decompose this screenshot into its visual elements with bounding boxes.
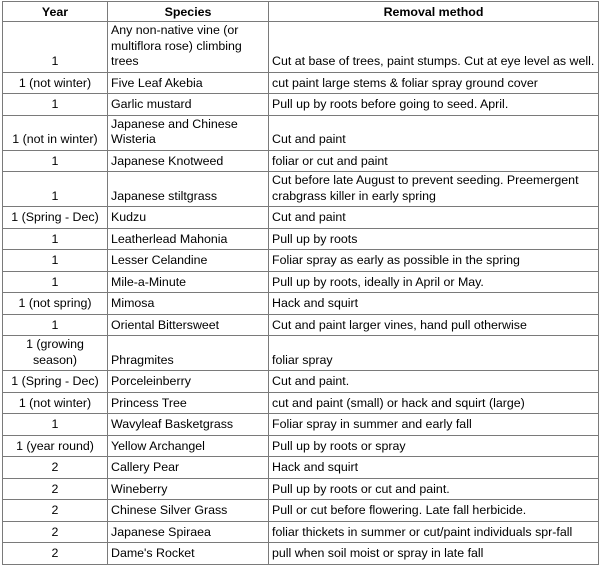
species-cell: Leatherlead Mahonia (108, 228, 269, 250)
year-cell: 2 (3, 457, 108, 479)
removal-method-cell: foliar thickets in summer or cut/paint individuals spr-fall (269, 521, 599, 543)
species-cell: Wineberry (108, 478, 269, 500)
species-cell: Any non-native vine (or multiflora rose) climbing trees (108, 22, 269, 73)
table-row (3, 94, 599, 116)
removal-method-cell: Cut and paint (269, 207, 599, 229)
year-cell: 1 (Spring - Dec) (3, 207, 108, 229)
removal-method-cell: Hack and squirt (269, 293, 599, 315)
table-row (3, 478, 599, 500)
species-cell: Chinese Silver Grass (108, 500, 269, 522)
species-cell: Oriental Bittersweet (108, 314, 269, 336)
species-cell: Five Leaf Akebia (108, 72, 269, 94)
year-cell: 1 (not winter) (3, 72, 108, 94)
species-cell: Japanese and Chinese Wisteria (108, 115, 269, 150)
year-cell: 1 (Spring - Dec) (3, 371, 108, 393)
removal-method-cell: pull when soil moist or spray in late fall (269, 543, 599, 565)
removal-method-cell: foliar spray (269, 336, 599, 371)
species-cell: Wavyleaf Basketgrass (108, 414, 269, 436)
removal-method-cell: Cut and paint (269, 115, 599, 150)
species-cell: Porceleinberry (108, 371, 269, 393)
year-cell: 1 (year round) (3, 435, 108, 457)
table-row (3, 543, 599, 565)
year-cell: 1 (3, 228, 108, 250)
removal-method-cell: cut paint large stems & foliar spray ground cover (269, 72, 599, 94)
header-year: Year (3, 2, 108, 22)
species-cell: Lesser Celandine (108, 250, 269, 272)
species-cell: Mimosa (108, 293, 269, 315)
removal-method-cell: Pull up by roots before going to seed. April. (269, 94, 599, 116)
removal-method-cell: cut and paint (small) or hack and squirt (large) (269, 392, 599, 414)
removal-method-cell: Cut and paint larger vines, hand pull otherwise (269, 314, 599, 336)
species-cell: Japanese Spiraea (108, 521, 269, 543)
table-body (3, 22, 599, 565)
year-cell: 1 (3, 271, 108, 293)
invasive-species-table (2, 1, 599, 565)
species-cell: Japanese stiltgrass (108, 172, 269, 207)
table-row (3, 207, 599, 229)
table-row (3, 500, 599, 522)
removal-method-cell: Foliar spray as early as possible in the spring (269, 250, 599, 272)
table-row (3, 228, 599, 250)
species-cell: Garlic mustard (108, 94, 269, 116)
table-row (3, 172, 599, 207)
table-row (3, 72, 599, 94)
removal-method-cell: Foliar spray in summer and early fall (269, 414, 599, 436)
removal-method-cell: Cut at base of trees, paint stumps. Cut at eye level as well. (269, 22, 599, 73)
year-cell: 1 (3, 250, 108, 272)
removal-method-cell: Pull or cut before flowering. Late fall herbicide. (269, 500, 599, 522)
year-cell: 2 (3, 500, 108, 522)
table-row (3, 435, 599, 457)
year-cell: 1 (3, 94, 108, 116)
year-cell: 2 (3, 478, 108, 500)
year-cell: 1 (not in winter) (3, 115, 108, 150)
table-row (3, 250, 599, 272)
table-row (3, 314, 599, 336)
removal-method-cell: Pull up by roots, ideally in April or May. (269, 271, 599, 293)
removal-method-cell: Cut and paint. (269, 371, 599, 393)
species-cell: Kudzu (108, 207, 269, 229)
table-row (3, 293, 599, 315)
year-cell: 1 (3, 172, 108, 207)
species-cell: Callery Pear (108, 457, 269, 479)
table-row (3, 371, 599, 393)
table-row (3, 392, 599, 414)
species-cell: Dame's Rocket (108, 543, 269, 565)
header-row (3, 2, 599, 22)
year-cell: 1 (growing season) (3, 336, 108, 371)
table-row (3, 521, 599, 543)
table-row (3, 457, 599, 479)
removal-method-cell: Hack and squirt (269, 457, 599, 479)
species-cell: Mile-a-Minute (108, 271, 269, 293)
species-cell: Yellow Archangel (108, 435, 269, 457)
species-cell: Phragmites (108, 336, 269, 371)
year-cell: 1 (not winter) (3, 392, 108, 414)
header-removal-method: Removal method (269, 2, 599, 22)
table-row (3, 115, 599, 150)
year-cell: 1 (3, 150, 108, 172)
removal-method-cell: foliar or cut and paint (269, 150, 599, 172)
year-cell: 2 (3, 521, 108, 543)
table-row (3, 336, 599, 371)
year-cell: 1 (not spring) (3, 293, 108, 315)
table-row (3, 22, 599, 73)
table-row (3, 271, 599, 293)
table-row (3, 414, 599, 436)
removal-method-cell: Pull up by roots or cut and paint. (269, 478, 599, 500)
table-row (3, 150, 599, 172)
year-cell: 1 (3, 414, 108, 436)
header-species: Species (108, 2, 269, 22)
removal-method-cell: Pull up by roots (269, 228, 599, 250)
year-cell: 1 (3, 22, 108, 73)
species-cell: Princess Tree (108, 392, 269, 414)
species-cell: Japanese Knotweed (108, 150, 269, 172)
year-cell: 2 (3, 543, 108, 565)
removal-method-cell: Cut before late August to prevent seeding. Preemergent crabgrass killer in early spring (269, 172, 599, 207)
removal-method-cell: Pull up by roots or spray (269, 435, 599, 457)
year-cell: 1 (3, 314, 108, 336)
